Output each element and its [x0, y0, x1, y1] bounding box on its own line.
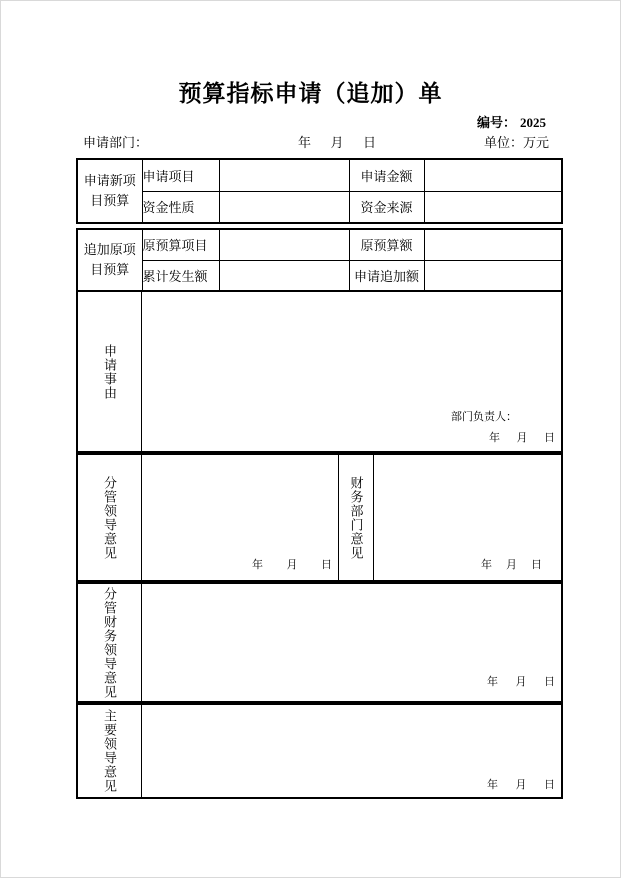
- finance-leader-label-cell: [78, 584, 142, 701]
- input-original-amount[interactable]: [424, 229, 562, 260]
- finance-dept-label-cell: [339, 455, 374, 580]
- table-row: [77, 191, 562, 223]
- chief-leader-label-cell: [78, 705, 142, 797]
- serial-value: 2025: [520, 115, 546, 130]
- input-cumulative-amount[interactable]: [219, 260, 349, 291]
- label-request-additional-amount: 申请追加额: [349, 260, 424, 291]
- group-label-additional: 追加原项目预算: [77, 229, 142, 291]
- date-month-label: 月: [515, 676, 527, 688]
- label-original-amount: 原预算额: [349, 229, 424, 260]
- label-finance-leader-opinion: 分管财务领导意见: [102, 586, 117, 699]
- new-project-table: [76, 158, 563, 224]
- input-original-project[interactable]: [219, 229, 349, 260]
- input-request-additional-amount[interactable]: [424, 260, 562, 291]
- table-row: [77, 229, 562, 260]
- date-day-label: 日: [544, 779, 555, 791]
- label-finance-dept-opinion: 财务部门意见: [348, 475, 364, 560]
- additional-budget-table: [76, 228, 563, 292]
- date-year-label: 年: [481, 559, 492, 571]
- label-chief-leader-opinion: 主要领导意见: [102, 709, 117, 793]
- finance-leader-opinion-area[interactable]: [142, 584, 561, 701]
- input-apply-amount[interactable]: [424, 159, 562, 191]
- label-apply-amount: 申请金额: [349, 159, 424, 191]
- date-year-label: 年: [489, 432, 500, 444]
- group-label-new-project: 申请新项目预算: [77, 159, 142, 223]
- department-field-label: 申请部门：: [83, 135, 149, 150]
- unit-label: 单位：万元: [483, 135, 549, 150]
- reason-label-cell: [78, 292, 142, 451]
- finance-leader-opinion-section: [76, 582, 563, 703]
- input-fund-nature[interactable]: [219, 191, 349, 223]
- input-apply-project[interactable]: [219, 159, 349, 191]
- date-day-label: 日: [544, 432, 555, 444]
- label-apply-project: 申请项目: [142, 159, 219, 191]
- reason-content-area[interactable]: [142, 292, 561, 451]
- table-row: [77, 159, 562, 191]
- leader-opinion-label-cell: [78, 455, 142, 580]
- date-month-label: 月: [506, 559, 517, 571]
- label-fund-nature: 资金性质: [142, 191, 219, 223]
- label-cumulative-amount: 累计发生额: [142, 260, 219, 291]
- serial-number: [477, 112, 546, 131]
- header-date: [298, 132, 376, 151]
- page-title: 预算指标申请（追加）单: [178, 80, 443, 106]
- date-day-label: 日: [531, 559, 542, 571]
- reason-section: [76, 290, 563, 453]
- chief-leader-opinion-date: [487, 776, 555, 792]
- date-day-label: 日: [362, 135, 376, 150]
- table-row: [77, 260, 562, 291]
- finance-dept-opinion-area[interactable]: [374, 455, 561, 580]
- leader-opinion-section: [76, 453, 563, 582]
- leader-opinion-area[interactable]: [142, 455, 339, 580]
- finance-dept-opinion-date: [481, 556, 542, 572]
- date-year-label: 年: [487, 779, 498, 791]
- date-day-label: 日: [321, 559, 332, 571]
- dept-head-label: 部门负责人：: [451, 411, 517, 423]
- reason-date: [489, 429, 555, 445]
- header-meta-row: [1, 132, 620, 148]
- leader-opinion-date: [252, 556, 332, 572]
- date-year-label: 年: [487, 676, 498, 688]
- label-reason: 申请事由: [102, 343, 117, 400]
- label-fund-source: 资金来源: [349, 191, 424, 223]
- label-original-project: 原预算项目: [142, 229, 219, 260]
- date-year-label: 年: [298, 135, 312, 150]
- chief-leader-opinion-area[interactable]: [142, 705, 561, 797]
- chief-leader-opinion-section: [76, 703, 563, 799]
- date-year-label: 年: [252, 559, 263, 571]
- finance-leader-opinion-date: [487, 673, 555, 689]
- date-month-label: 月: [286, 559, 298, 571]
- date-month-label: 月: [330, 135, 344, 150]
- date-month-label: 月: [515, 779, 527, 791]
- serial-label: 编号：: [476, 115, 516, 130]
- label-leader-opinion: 分管领导意见: [102, 475, 117, 560]
- date-month-label: 月: [516, 432, 528, 444]
- input-fund-source[interactable]: [424, 191, 562, 223]
- date-day-label: 日: [544, 676, 555, 688]
